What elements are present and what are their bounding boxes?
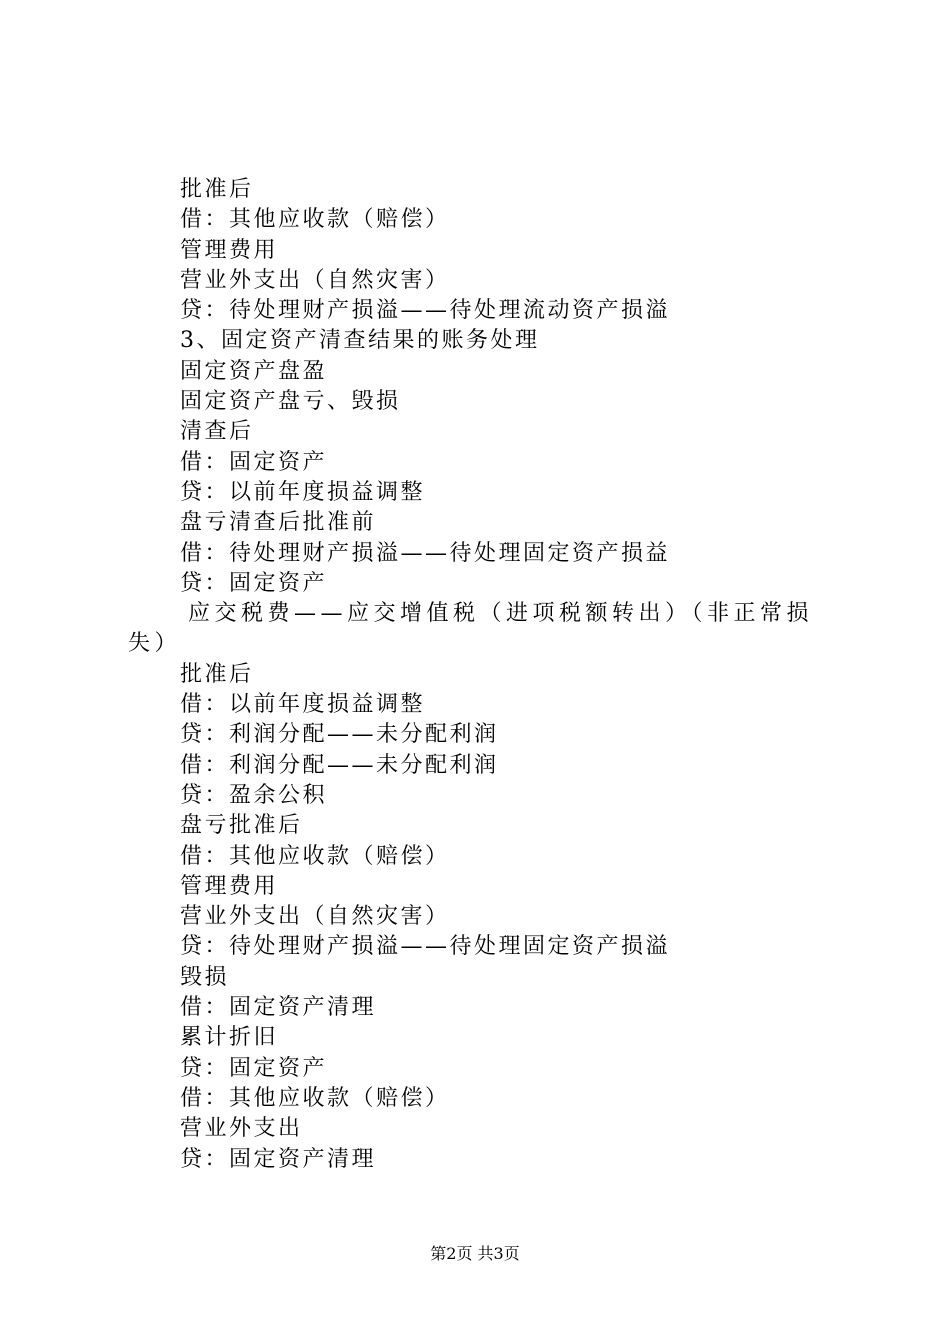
page-number: 第2页 共3页	[430, 1244, 520, 1263]
text-line: 贷：盈余公积	[180, 782, 328, 808]
text-line: 管理费用	[180, 237, 279, 263]
text-line: 借：固定资产	[180, 449, 328, 475]
text-line: 贷：固定资产	[180, 570, 328, 596]
text-line: 借：以前年度损益调整	[180, 692, 426, 718]
text-line: 营业外支出（自然灾害）	[180, 267, 450, 293]
text-line: 贷：固定资产清理	[180, 1146, 377, 1172]
text-line: 固定资产盘亏、毁损	[180, 389, 401, 415]
text-line: 累计折旧	[180, 1025, 279, 1051]
section-heading: 3、固定资产清查结果的账务处理	[180, 328, 540, 354]
text-line: 借：利润分配——未分配利润	[180, 752, 499, 778]
page-footer	[0, 1242, 950, 1266]
text-line: 贷：利润分配——未分配利润	[180, 722, 499, 748]
text-line: 毁损	[180, 964, 230, 990]
text-line: 管理费用	[180, 873, 279, 899]
text-line: 清查后	[180, 419, 254, 445]
text-line: 营业外支出	[180, 1116, 303, 1142]
text-line: 借：待处理财产损溢——待处理固定资产损益	[180, 540, 671, 566]
text-line: 借：其他应收款（赔偿）	[180, 843, 450, 869]
text-line-wrapped: 应交税费——应交增值税（进项税额转出）（非正常损失）	[128, 601, 814, 657]
text-line: 固定资产盘盈	[180, 358, 328, 384]
text-line: 借：其他应收款（赔偿）	[180, 1085, 450, 1111]
text-line: 贷：待处理财产损溢——待处理固定资产损溢	[180, 934, 671, 960]
text-line: 批准后	[180, 661, 254, 687]
text-line: 贷：固定资产	[180, 1055, 328, 1081]
text-line: 贷：以前年度损益调整	[180, 479, 426, 505]
text-line: 借：固定资产清理	[180, 995, 377, 1021]
text-line: 盘亏批准后	[180, 813, 303, 839]
text-line: 批准后	[180, 177, 254, 202]
text-line: 借：其他应收款（赔偿）	[180, 207, 450, 233]
text-line: 营业外支出（自然灾害）	[180, 904, 450, 930]
text-line: 贷：待处理财产损溢——待处理流动资产损溢	[180, 298, 671, 324]
document-body	[128, 175, 840, 1175]
text-line: 盘亏清查后批准前	[180, 510, 377, 536]
